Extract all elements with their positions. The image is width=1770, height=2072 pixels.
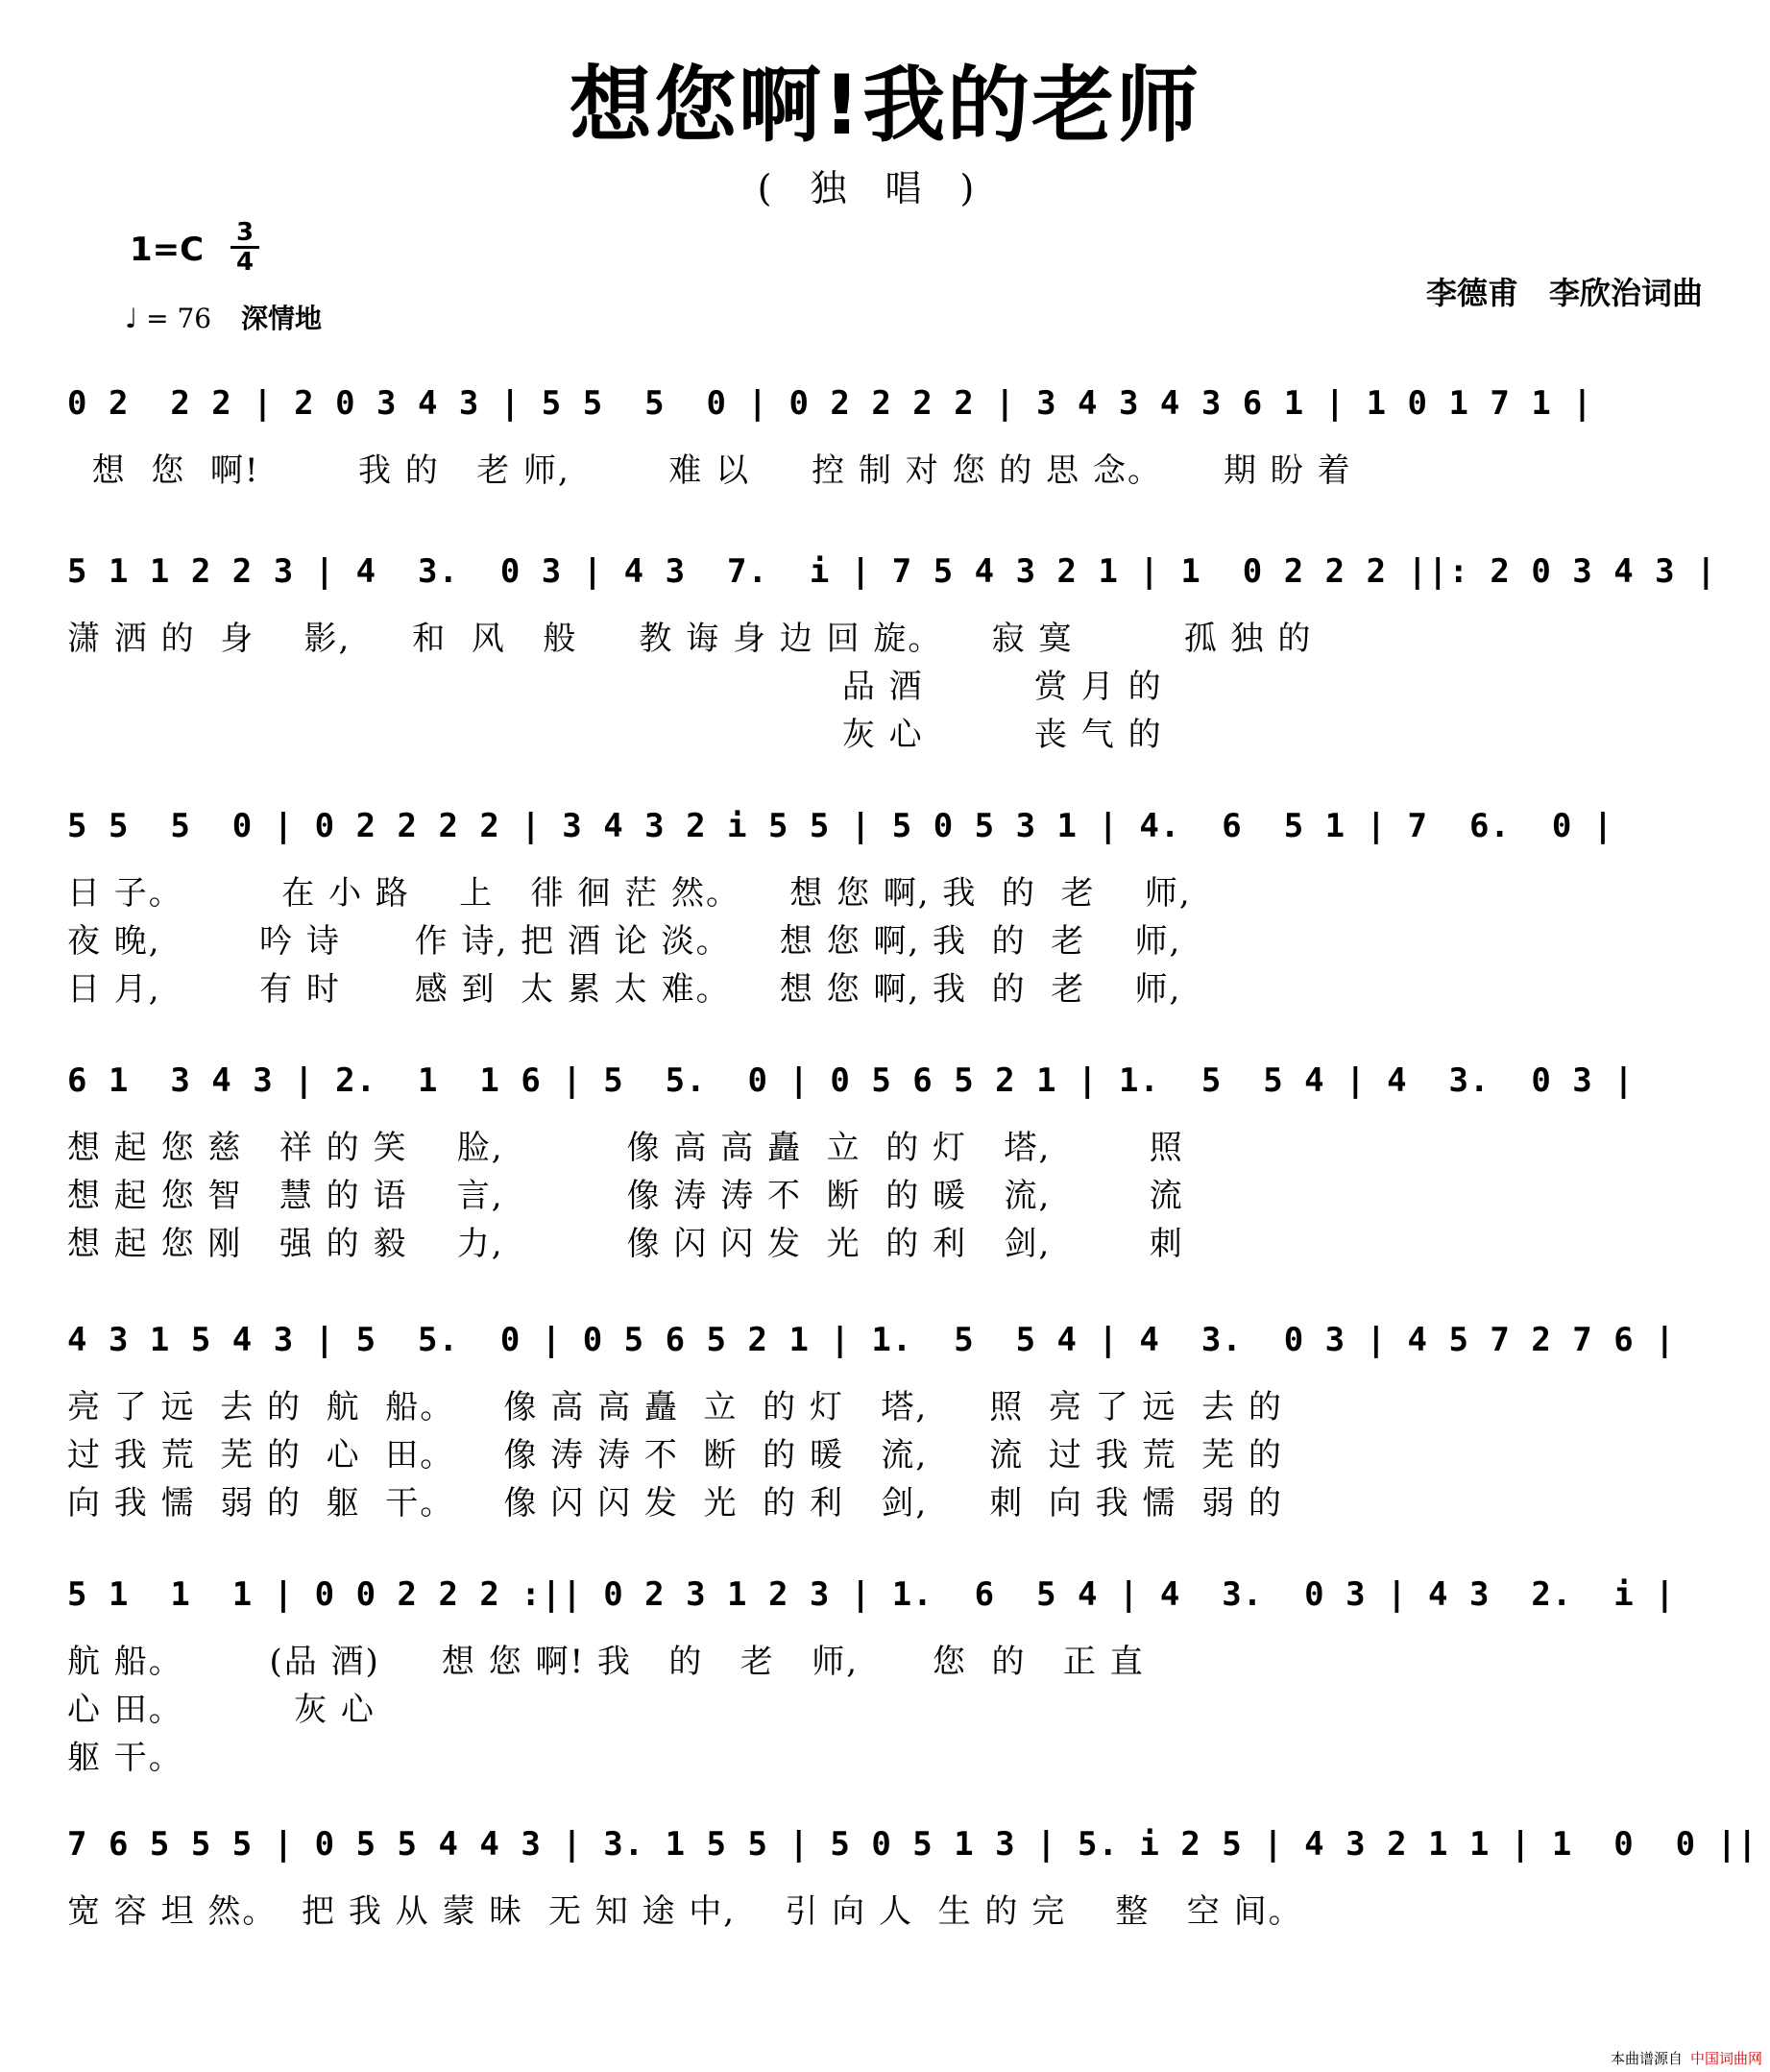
notation-line: 5 1 1 2 2 3 | 4 3. 0 3 | 4 3 7. i | 7 5 4 3 2 1 | 1 0 2 2 2 ||: 2 0 3 4 3 | — [67, 552, 1717, 591]
lyric-line: 灰 心 丧 气 的 — [67, 716, 1163, 754]
key-signature: 1=C — [130, 231, 205, 269]
lyric-line: 夜 晚, 吟 诗 作 诗, 把 酒 论 淡。 想 您 啊, 我 的 老 师, — [67, 922, 1182, 961]
lyric-line: 躯 干。 — [67, 1739, 183, 1777]
expression-mark: 深情地 — [241, 303, 323, 334]
lyric-line: 想 起 您 慈 祥 的 笑 脸, 像 高 高 矗 立 的 灯 塔, 照 — [67, 1129, 1184, 1167]
song-title: 想您啊!我的老师 — [569, 58, 1201, 154]
lyric-line: 向 我 懦 弱 的 躯 干。 像 闪 闪 发 光 的 利 剑, 刺 向 我 懦 弱 的 — [67, 1484, 1283, 1523]
lyric-line: 想 您 啊! 我 的 老 师, 难 以 控 制 对 您 的 思 念。 期 盼 着 — [67, 451, 1352, 490]
notation-line: 7 6 5 5 5 | 0 5 5 4 4 3 | 3. 1 5 5 | 5 0 5 1 3 | 5. i 2 5 | 4 3 2 1 1 | 1 0 0 || — [67, 1825, 1758, 1864]
notation-line: 5 5 5 0 | 0 2 2 2 2 | 3 4 3 2 i 5 5 | 5 0 5 3 1 | 4. 6 5 1 | 7 6. 0 | — [67, 807, 1614, 845]
lyric-line: 心 田。 灰 心 — [67, 1691, 376, 1729]
lyric-line: 想 起 您 智 慧 的 语 言, 像 涛 涛 不 断 的 暖 流, 流 — [67, 1177, 1184, 1215]
tempo-value: = 76 — [146, 303, 212, 334]
lyric-line: 品 酒 赏 月 的 — [67, 668, 1163, 706]
composer-credit: 李德甫 李欣治词曲 — [1425, 275, 1703, 311]
source-footer — [1611, 2048, 1762, 2068]
footer-site: 中国词曲网 — [1689, 2050, 1762, 2067]
footer-prefix: 本曲谱源自 — [1610, 2050, 1683, 2067]
lyric-line: 日 月, 有 时 感 到 太 累 太 难。 想 您 啊, 我 的 老 师, — [67, 970, 1182, 1009]
notation-line: 6 1 3 4 3 | 2. 1 1 6 | 5 5. 0 | 0 5 6 5 2 1 | 1. 5 5 4 | 4 3. 0 3 | — [67, 1061, 1635, 1100]
song-subtitle: (独唱) — [757, 167, 1013, 209]
notation-line: 5 1 1 1 | 0 0 2 2 2 :|| 0 2 3 1 2 3 | 1. 6 5 4 | 4 3. 0 3 | 4 3 2. i | — [67, 1575, 1676, 1614]
meter-top: 3 — [235, 218, 255, 247]
lyric-line: 亮 了 远 去 的 航 船。 像 高 高 矗 立 的 灯 塔, 照 亮 了 远 去 的 — [67, 1388, 1283, 1426]
lyric-line: 想 起 您 刚 强 的 毅 力, 像 闪 闪 发 光 的 利 剑, 刺 — [67, 1225, 1184, 1263]
lyric-line: 日 子。 在 小 路 上 徘 徊 茫 然。 想 您 啊, 我 的 老 师, — [67, 874, 1192, 913]
lyric-line: 潇 洒 的 身 影, 和 风 般 教 诲 身 边 回 旋。 寂 寞 孤 独 的 — [67, 620, 1313, 658]
meter-bottom: 4 — [235, 248, 255, 277]
notation-line: 0 2 2 2 | 2 0 3 4 3 | 5 5 5 0 | 0 2 2 2 2 | 3 4 3 4 3 6 1 | 1 0 1 7 1 | — [67, 384, 1593, 423]
lyric-line: 航 船。 (品 酒) 想 您 啊! 我 的 老 师, 您 的 正 直 — [67, 1643, 1145, 1681]
time-signature — [230, 219, 259, 276]
notation-line: 4 3 1 5 4 3 | 5 5. 0 | 0 5 6 5 2 1 | 1. 5 5 4 | 4 3. 0 3 | 4 5 7 2 7 6 | — [67, 1321, 1676, 1359]
lyric-line: 宽 容 坦 然。 把 我 从 蒙 昧 无 知 途 中, 引 向 人 生 的 完 整 空 间。 — [67, 1892, 1303, 1931]
tempo-marking — [125, 298, 322, 336]
lyric-line: 过 我 荒 芜 的 心 田。 像 涛 涛 不 断 的 暖 流, 流 过 我 荒 芜 的 — [67, 1436, 1283, 1475]
quarter-note-icon: ♩ — [125, 303, 138, 334]
